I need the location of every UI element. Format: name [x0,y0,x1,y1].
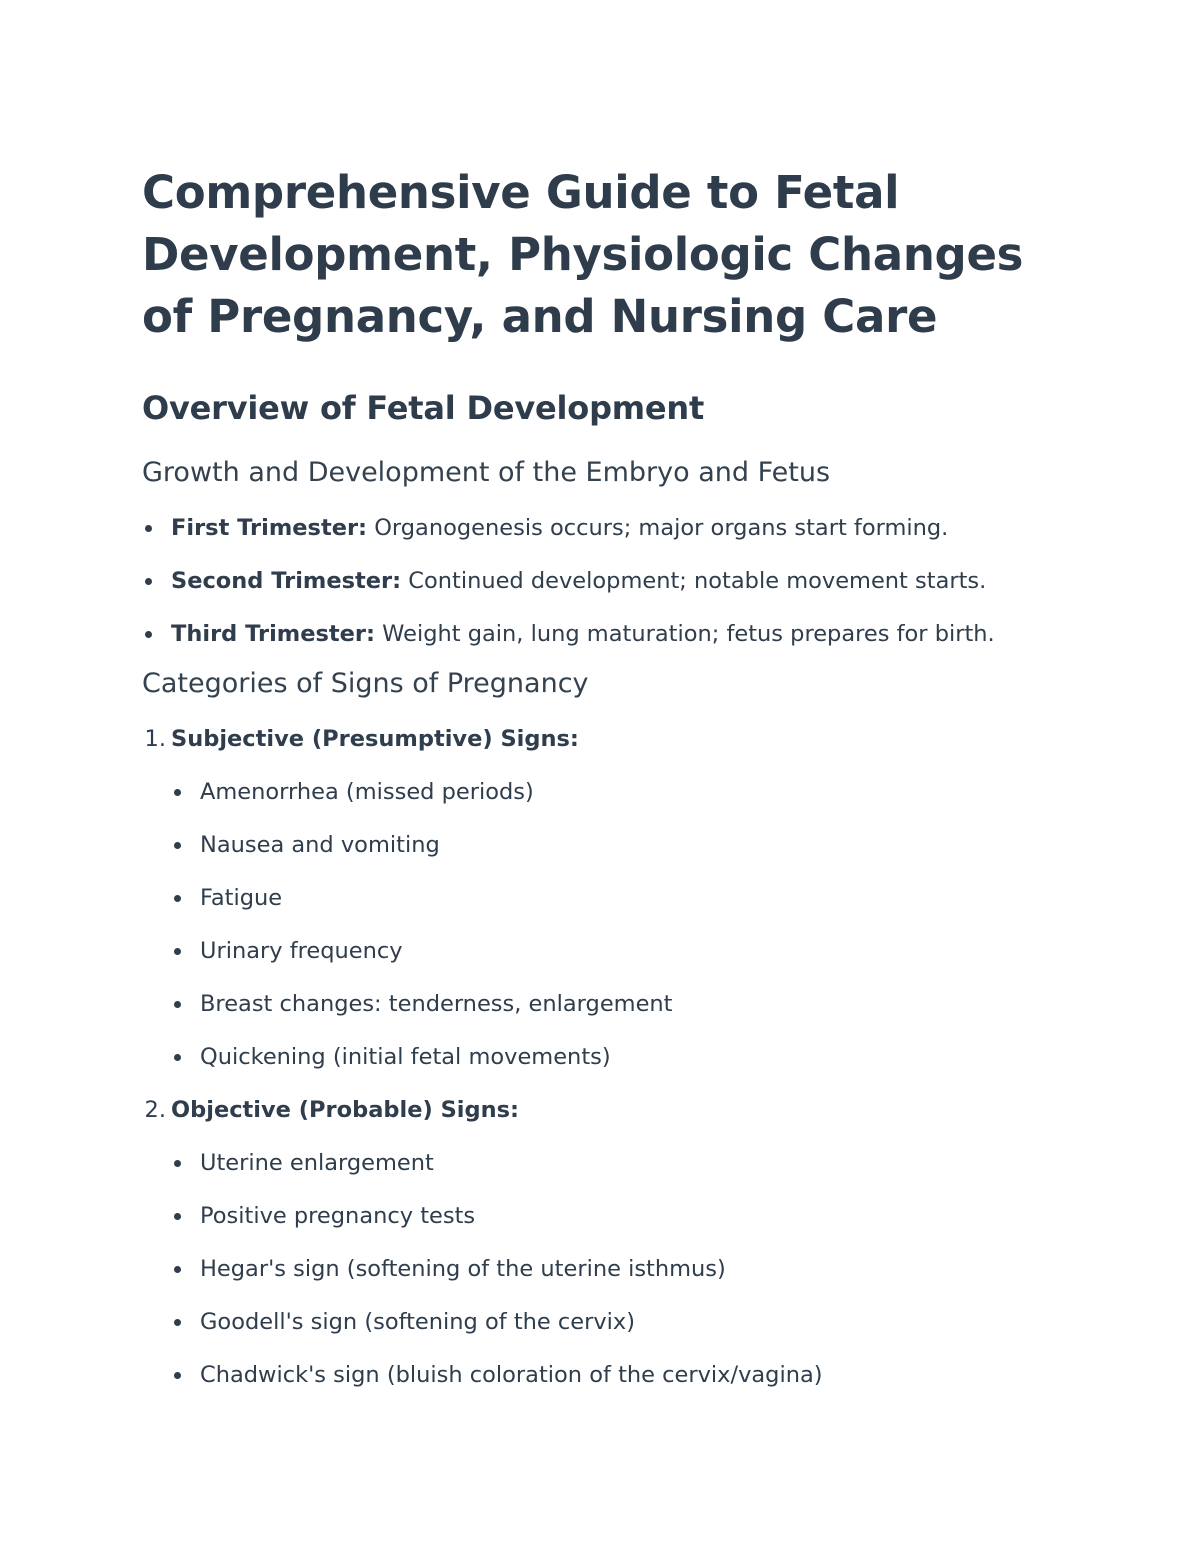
list-item [142,1349,1060,1402]
document-title: Comprehensive Guide to Fetal Development, Physiologic Changes of Pregnancy, and Nursing Care [142,166,1024,343]
list-item [142,819,1060,872]
bullet-icon [174,842,181,849]
sign-text: Breast changes: tenderness, enlargement [200,991,673,1017]
sign-text: Nausea and vomiting [200,832,440,858]
bullet-icon [174,948,181,955]
bullet-icon [174,789,181,796]
subheading-signs: Categories of Signs of Pregnancy [142,668,589,699]
sign-text: Goodell's sign (softening of the cervix) [200,1309,636,1335]
section-heading-fetal-development: Overview of Fetal Development [142,389,705,427]
bullet-icon [174,1054,181,1061]
bullet-icon [174,1319,181,1326]
list-item-second-trimester [142,555,1060,608]
subheading-growth: Growth and Development of the Embryo and Fetus [142,457,831,488]
list-item-first-trimester [142,502,1060,555]
bullet-icon [174,1160,181,1167]
list-item [142,1243,1060,1296]
objective-signs-list [142,1137,1060,1402]
trimester-list [142,502,1060,661]
list-number: 1. [144,726,166,752]
sign-text: Positive pregnancy tests [200,1203,476,1229]
bullet-icon [174,1213,181,1220]
bullet-icon [145,525,152,532]
category-label: Objective (Probable) Signs: [171,1097,520,1123]
bullet-icon [174,1372,181,1379]
list-item [142,978,1060,1031]
trimester-term: First Trimester: [171,515,368,541]
bullet-icon [174,895,181,902]
list-item [142,1296,1060,1349]
sign-text: Urinary frequency [200,938,403,964]
trimester-term: Second Trimester: [171,568,402,594]
category-label: Subjective (Presumptive) Signs: [171,726,579,752]
list-item [142,1137,1060,1190]
list-item-third-trimester [142,608,1060,661]
trimester-text: Organogenesis occurs; major organs start forming. [367,515,949,541]
list-item [142,925,1060,978]
sign-text: Chadwick's sign (bluish coloration of the cervix/vagina) [200,1362,823,1388]
sign-text: Fatigue [200,885,283,911]
bullet-icon [145,631,152,638]
category-objective [142,1084,1060,1402]
sign-text: Amenorrhea (missed periods) [200,779,534,805]
list-item [142,1190,1060,1243]
list-item [142,1031,1060,1084]
sign-text: Hegar's sign (softening of the uterine isthmus) [200,1256,726,1282]
signs-category-list [142,713,1060,1402]
list-item [142,766,1060,819]
trimester-text: Weight gain, lung maturation; fetus prepares for birth. [375,621,995,647]
trimester-term: Third Trimester: [171,621,376,647]
trimester-text: Continued development; notable movement starts. [401,568,987,594]
sign-text: Quickening (initial fetal movements) [200,1044,611,1070]
list-item [142,872,1060,925]
bullet-icon [145,578,152,585]
bullet-icon [174,1001,181,1008]
subjective-signs-list [142,766,1060,1084]
list-number: 2. [144,1097,166,1123]
bullet-icon [174,1266,181,1273]
sign-text: Uterine enlargement [200,1150,434,1176]
category-subjective [142,713,1060,1084]
